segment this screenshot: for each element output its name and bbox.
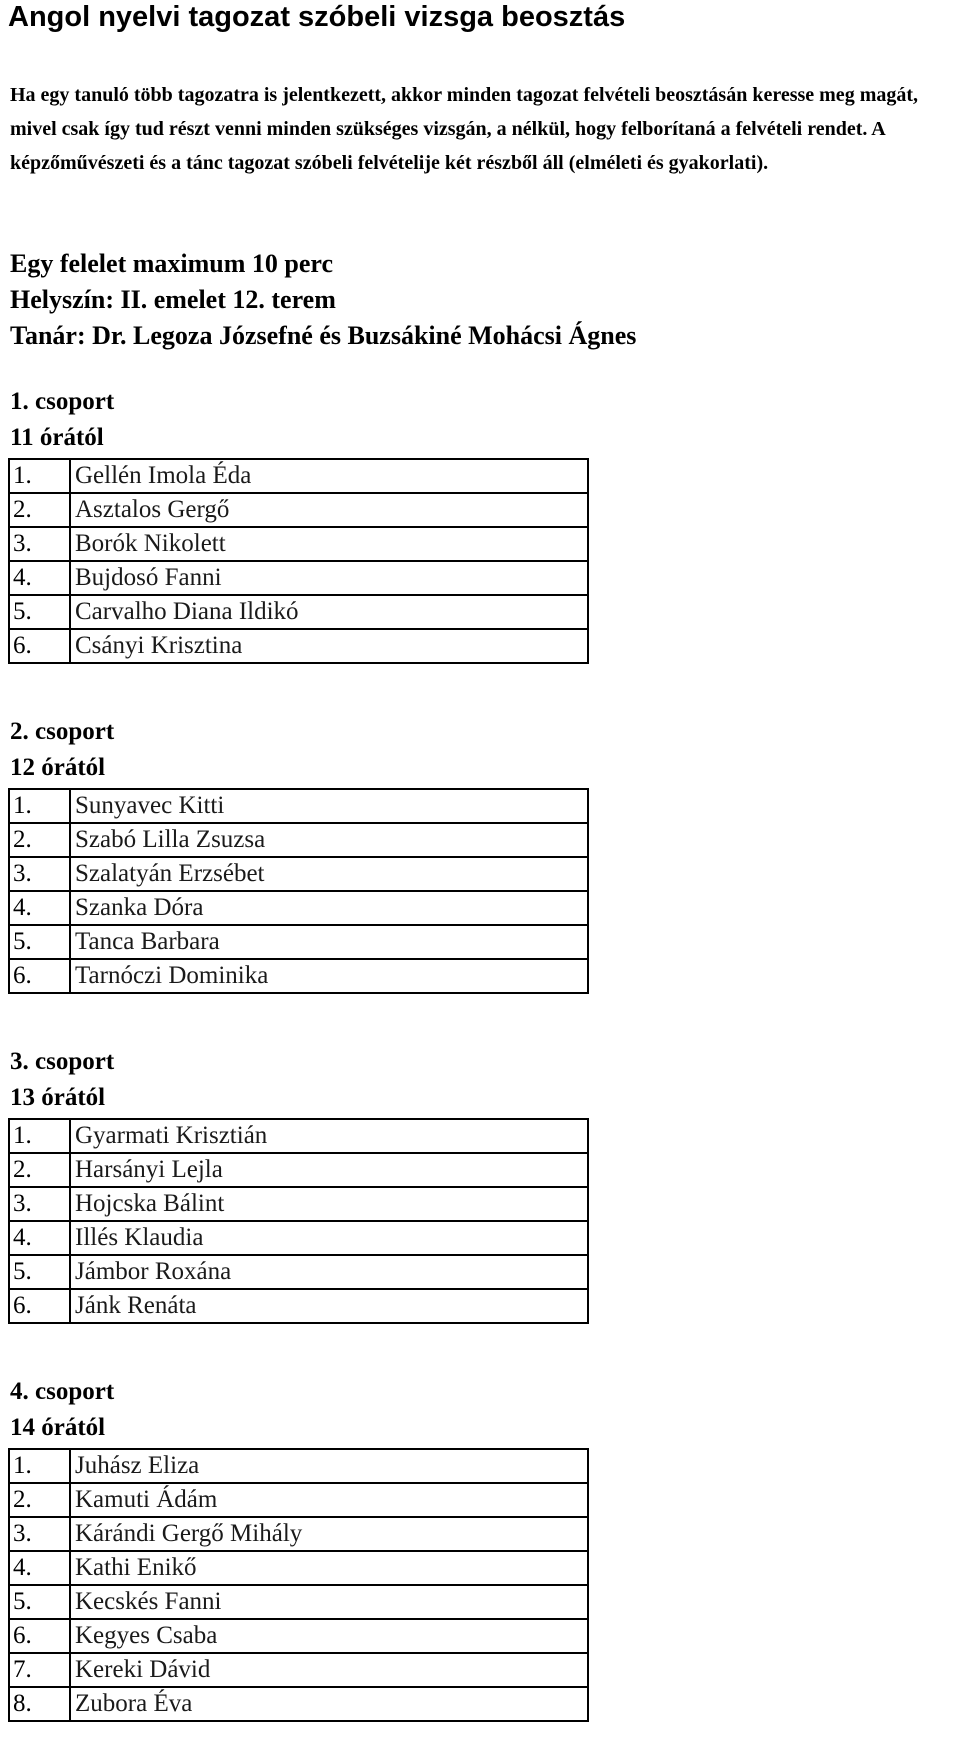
row-number: 8. <box>9 1687 70 1721</box>
table-row <box>9 1449 588 1483</box>
group-2-heading <box>10 714 114 786</box>
table-row <box>9 493 588 527</box>
row-number: 4. <box>9 891 70 925</box>
group-name: 2. csoport <box>10 718 115 745</box>
row-number: 1. <box>9 1119 70 1153</box>
student-name: Szalatyán Erzsébet <box>70 857 588 891</box>
row-number: 5. <box>9 1585 70 1619</box>
row-number: 4. <box>9 1221 70 1255</box>
row-number: 3. <box>9 857 70 891</box>
group-2-roster <box>8 788 589 994</box>
table-row <box>9 1551 588 1585</box>
group-name: 3. csoport <box>10 1048 115 1075</box>
table-row <box>9 561 588 595</box>
row-number: 1. <box>9 789 70 823</box>
row-number: 2. <box>9 493 70 527</box>
student-name: Kereki Dávid <box>70 1653 588 1687</box>
teachers-text: Tanár: Dr. Legoza Józsefné és Buzsákiné Mohácsi Ágnes <box>10 321 637 350</box>
student-name: Asztalos Gergő <box>70 493 588 527</box>
duration-text: Egy felelet maximum 10 perc <box>10 249 333 278</box>
row-number: 5. <box>9 925 70 959</box>
table-row <box>9 1221 588 1255</box>
row-number: 7. <box>9 1653 70 1687</box>
row-number: 3. <box>9 1517 70 1551</box>
row-number: 5. <box>9 1255 70 1289</box>
group-1-heading <box>10 384 114 456</box>
student-name: Csányi Krisztina <box>70 629 588 663</box>
table-row <box>9 959 588 993</box>
table-row <box>9 823 588 857</box>
group-name: 1. csoport <box>10 388 115 415</box>
table-row <box>9 459 588 493</box>
student-name: Kamuti Ádám <box>70 1483 588 1517</box>
table-row <box>9 527 588 561</box>
student-name: Jánk Renáta <box>70 1289 588 1323</box>
group-3-heading <box>10 1044 114 1116</box>
row-number: 1. <box>9 1449 70 1483</box>
student-name: Tarnóczi Dominika <box>70 959 588 993</box>
table-row <box>9 1517 588 1551</box>
table-row <box>9 1687 588 1721</box>
table-row <box>9 1289 588 1323</box>
table-row <box>9 1653 588 1687</box>
table-row <box>9 1483 588 1517</box>
student-name: Carvalho Diana Ildikó <box>70 595 588 629</box>
exam-info <box>10 246 636 354</box>
group-4-roster <box>8 1448 589 1722</box>
row-number: 2. <box>9 1153 70 1187</box>
table-row <box>9 891 588 925</box>
student-name: Bujdosó Fanni <box>70 561 588 595</box>
table-row <box>9 1187 588 1221</box>
group-time: 11 órától <box>10 424 104 451</box>
group-3-roster <box>8 1118 589 1324</box>
student-name: Gyarmati Krisztián <box>70 1119 588 1153</box>
table-row <box>9 1585 588 1619</box>
row-number: 4. <box>9 1551 70 1585</box>
row-number: 2. <box>9 823 70 857</box>
student-name: Borók Nikolett <box>70 527 588 561</box>
location-text: Helyszín: II. emelet 12. terem <box>10 285 336 314</box>
table-row <box>9 1255 588 1289</box>
row-number: 6. <box>9 1289 70 1323</box>
table-row <box>9 1153 588 1187</box>
group-name: 4. csoport <box>10 1378 115 1405</box>
row-number: 3. <box>9 527 70 561</box>
group-1-roster <box>8 458 589 664</box>
intro-paragraph: Ha egy tanuló több tagozatra is jelentkezett, akkor minden tagozat felvételi beosztásán keresse meg magát, mivel csak így tud részt venni minden szükséges vizsgán, a nélkül, hogy felborítaná a felvételi rendet. A képzőművészeti és a tánc tagozat szóbeli felvételije két részből áll (elméleti és gyakorlati). <box>10 84 919 174</box>
table-row <box>9 789 588 823</box>
student-name: Kegyes Csaba <box>70 1619 588 1653</box>
table-row <box>9 925 588 959</box>
student-name: Kathi Enikő <box>70 1551 588 1585</box>
student-name: Jámbor Roxána <box>70 1255 588 1289</box>
student-name: Szanka Dóra <box>70 891 588 925</box>
table-row <box>9 857 588 891</box>
student-name: Juhász Eliza <box>70 1449 588 1483</box>
student-name: Zubora Éva <box>70 1687 588 1721</box>
student-name: Kárándi Gergő Mihály <box>70 1517 588 1551</box>
row-number: 4. <box>9 561 70 595</box>
group-time: 14 órától <box>10 1414 106 1441</box>
student-name: Sunyavec Kitti <box>70 789 588 823</box>
table-row <box>9 1619 588 1653</box>
row-number: 2. <box>9 1483 70 1517</box>
row-number: 6. <box>9 959 70 993</box>
group-4-heading <box>10 1374 114 1446</box>
group-time: 13 órától <box>10 1084 106 1111</box>
table-row <box>9 1119 588 1153</box>
row-number: 1. <box>9 459 70 493</box>
page-title: Angol nyelvi tagozat szóbeli vizsga beosztás <box>8 1 626 33</box>
student-name: Szabó Lilla Zsuzsa <box>70 823 588 857</box>
student-name: Gellén Imola Éda <box>70 459 588 493</box>
row-number: 6. <box>9 629 70 663</box>
student-name: Kecskés Fanni <box>70 1585 588 1619</box>
row-number: 3. <box>9 1187 70 1221</box>
row-number: 6. <box>9 1619 70 1653</box>
student-name: Harsányi Lejla <box>70 1153 588 1187</box>
student-name: Tanca Barbara <box>70 925 588 959</box>
student-name: Illés Klaudia <box>70 1221 588 1255</box>
student-name: Hojcska Bálint <box>70 1187 588 1221</box>
table-row <box>9 629 588 663</box>
table-row <box>9 595 588 629</box>
row-number: 5. <box>9 595 70 629</box>
group-time: 12 órától <box>10 754 106 781</box>
